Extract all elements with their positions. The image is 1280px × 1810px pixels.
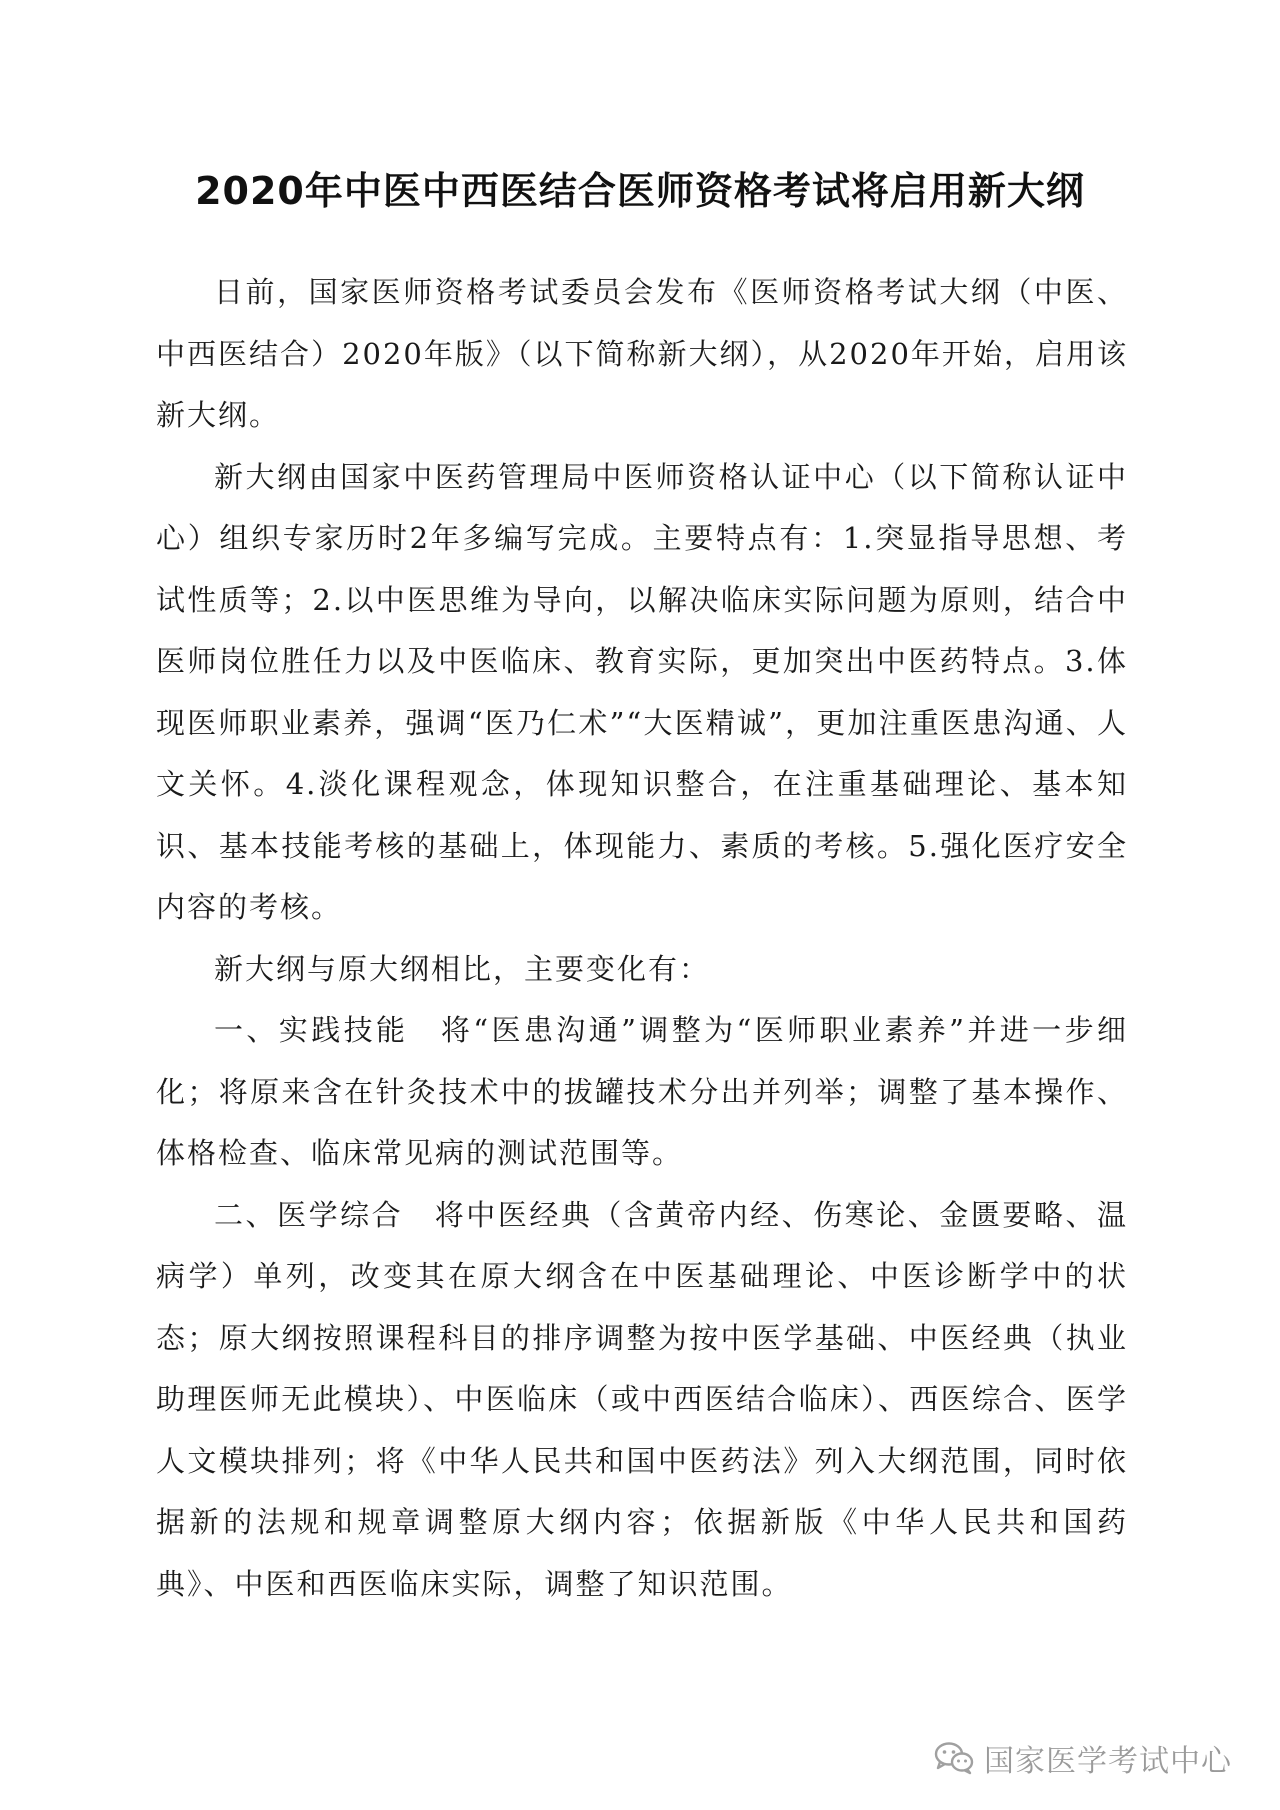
paragraph-changes-intro: 新大纲与原大纲相比，主要变化有： [214,951,711,986]
paragraph-intro: 日前，国家医师资格考试委员会发布《医师资格考试大纲（中医、中西医结合）2020年版》（以下简称新大纲），从2020年开始，启用该新大纲。 [156,275,1128,432]
watermark [934,1736,1232,1780]
watermark-text: 国家医学考试中心 [984,1744,1232,1779]
paragraph-features: 新大纲由国家中医药管理局中医师资格认证中心（以下简称认证中心）组织专家历时2年多编写完成。主要特点有：1.突显指导思想、考试性质等；2.以中医思维为导向，以解决临床实际问题为原则，结合中医师岗位胜任力以及中医临床、教育实际，更加突出中医药特点。3.体现医师职业素养，强调“医乃仁术”“大医精诚”，更加注重医患沟通、人文关怀。4.淡化课程观念，体现知识整合，在注重基础理论、基本知识、基本技能考核的基础上，体现能力、素质的考核。5.强化医疗安全内容的考核。 [156,459,1128,924]
document-body [156,262,1128,1615]
document-title: 2020年中医中西医结合医师资格考试将启用新大纲 [195,169,1085,213]
paragraph-practical-skills: 一、实践技能 将“医患沟通”调整为“医师职业素养”并进一步细化；将原来含在针灸技术中的拔罐技术分出并列举；调整了基本操作、体格检查、临床常见病的测试范围等。 [156,1013,1128,1170]
wechat-icon [934,1741,974,1775]
paragraph-medical-comprehensive: 二、医学综合 将中医经典（含黄帝内经、伤寒论、金匮要略、温病学）单列，改变其在原大纲含在中医基础理论、中医诊断学中的状态；原大纲按照课程科目的排序调整为按中医学基础、中医经典（执业助理医师无此模块）、中医临床（或中西医结合临床）、西医综合、医学人文模块排列；将《中华人民共和国中医药法》列入大纲范围，同时依据新的法规和规章调整原大纲内容；依据新版《中华人民共和国药典》、中医和西医临床实际，调整了知识范围。 [156,1197,1128,1601]
